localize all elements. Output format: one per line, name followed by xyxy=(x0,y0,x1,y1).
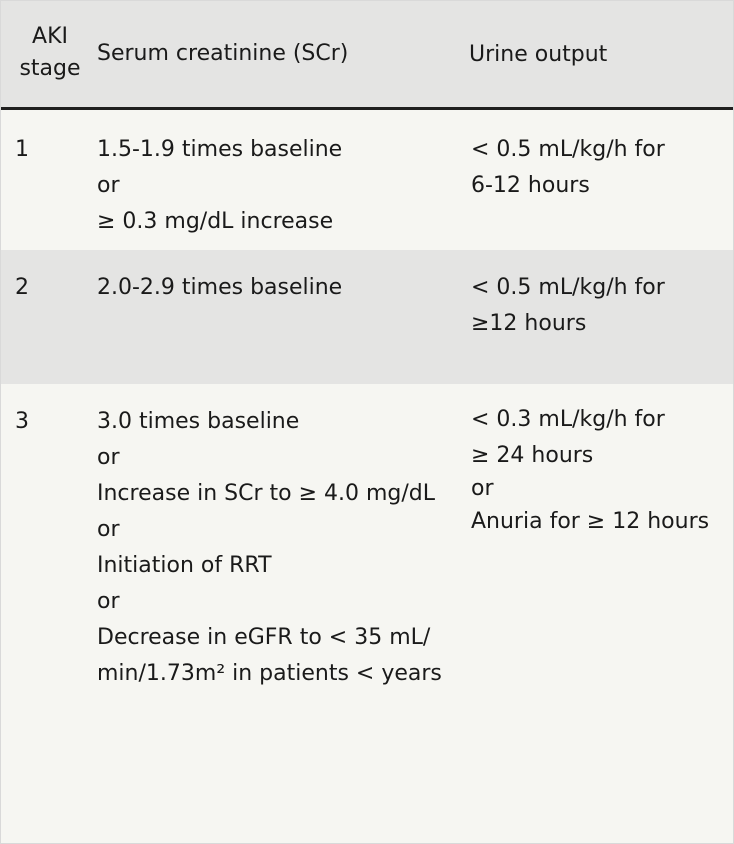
scr-line: 3.0 times baseline xyxy=(97,409,300,434)
scr-line: or xyxy=(97,517,120,542)
urine-line: 6-12 hours xyxy=(471,173,590,198)
urine-line: ≥ 24 hours xyxy=(471,443,594,468)
scr-cell xyxy=(97,132,457,240)
urine-line: < 0.3 mL/kg/h for xyxy=(471,407,665,432)
stage-cell: 2 xyxy=(15,275,29,300)
scr-cell xyxy=(97,270,457,306)
header-aki-stage xyxy=(15,21,85,85)
header-aki-stage-line1: AKI xyxy=(32,24,68,49)
urine-cell xyxy=(471,132,726,204)
urine-cell xyxy=(471,402,726,540)
scr-line: or xyxy=(97,445,120,470)
header-urine-output: Urine output xyxy=(469,42,608,67)
scr-line: Initiation of RRT xyxy=(97,553,272,578)
urine-line: ≥12 hours xyxy=(471,311,587,336)
urine-cell xyxy=(471,270,726,342)
urine-line: < 0.5 mL/kg/h for xyxy=(471,275,665,300)
scr-line: Decrease in eGFR to < 35 mL/ xyxy=(97,625,431,650)
urine-line: or xyxy=(471,476,494,501)
urine-line: < 0.5 mL/kg/h for xyxy=(471,137,665,162)
scr-cell xyxy=(97,404,457,692)
scr-line: 2.0-2.9 times baseline xyxy=(97,275,343,300)
table-row xyxy=(1,110,733,250)
header-serum-creatinine: Serum creatinine (SCr) xyxy=(97,41,349,66)
scr-line: Increase in SCr to ≥ 4.0 mg/dL xyxy=(97,481,436,506)
scr-line: 1.5-1.9 times baseline xyxy=(97,137,343,162)
stage-cell: 3 xyxy=(15,409,29,434)
scr-line: ≥ 0.3 mg/dL increase xyxy=(97,209,334,234)
header-aki-stage-line2: stage xyxy=(19,56,81,81)
scr-line: or xyxy=(97,589,120,614)
table-row xyxy=(1,250,733,384)
scr-line: or xyxy=(97,173,120,198)
stage-cell: 1 xyxy=(15,137,29,162)
urine-line: Anuria for ≥ 12 hours xyxy=(471,509,710,534)
table-header xyxy=(1,1,733,110)
scr-line: min/1.73m² in patients < years xyxy=(97,661,442,686)
table-row xyxy=(1,384,733,843)
